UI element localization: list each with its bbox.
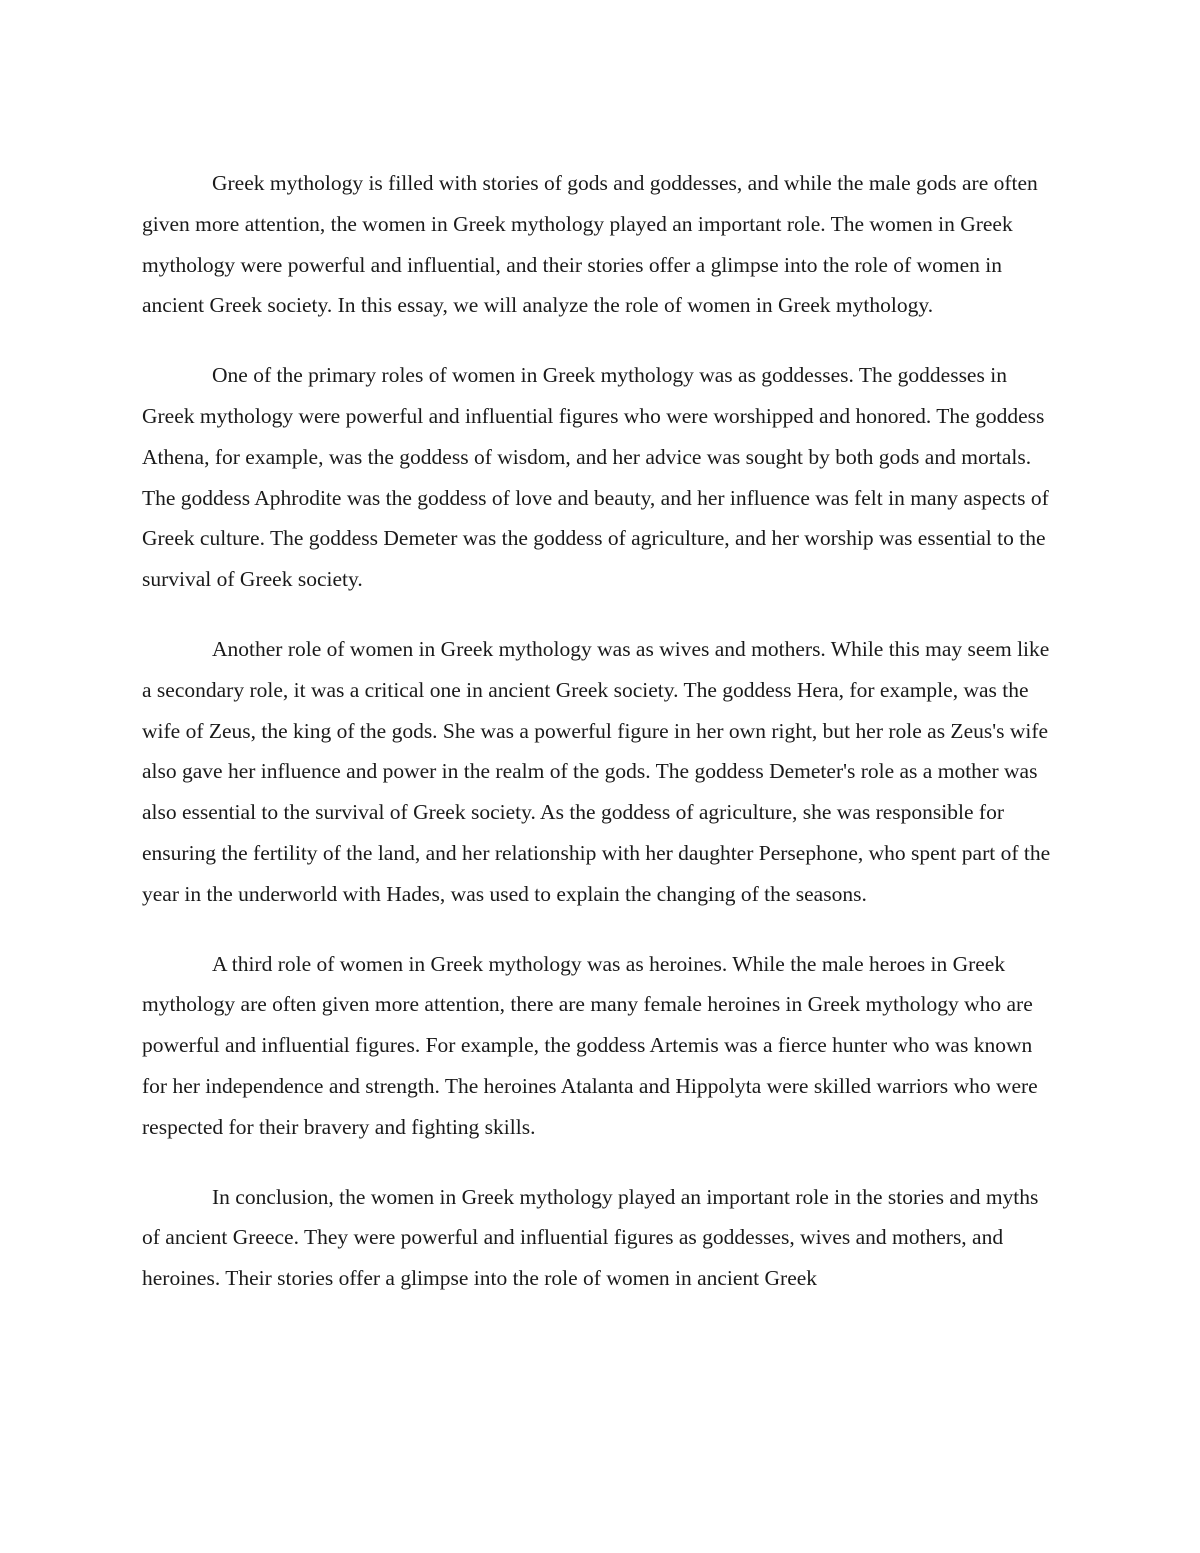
- paragraph-introduction: Greek mythology is filled with stories of gods and goddesses, and while the male gods are often given more attention, the women in Greek mythology played an important role. The women in Greek mythology were powerful and influential, and their stories offer a glimpse into the role of women in ancient Greek society. In this essay, we will analyze the role of women in Greek mythology.: [142, 171, 1038, 318]
- paragraph-conclusion: In conclusion, the women in Greek mythology played an important role in the stories and myths of ancient Greece. They were powerful and influential figures as goddesses, wives and mothers, and heroines. Their stories offer a glimpse into the role of women in ancient Greek: [142, 1184, 1039, 1291]
- paragraph-goddesses: One of the primary roles of women in Greek mythology was as goddesses. The goddesses in Greek mythology were powerful and influential figures who were worshipped and honored. The goddess Athena, for example, was the goddess of wisdom, and her advice was sought by both gods and mortals. The goddess Aphrodite was the goddess of love and beauty, and her influence was felt in many aspects of Greek culture. The goddess Demeter was the goddess of agriculture, and her worship was essential to the survival of Greek society.: [142, 363, 1049, 592]
- paragraph-wives-and-mothers: Another role of women in Greek mythology was as wives and mothers. While this may seem like a secondary role, it was a critical one in ancient Greek society. The goddess Hera, for example, was the wife of Zeus, the king of the gods. She was a powerful figure in her own right, but her role as Zeus's wife also gave her influence and power in the realm of the gods. The goddess Demeter's role as a mother was also essential to the survival of Greek society. As the goddess of agriculture, she was responsible for ensuring the fertility of the land, and her relationship with her daughter Persephone, who spent part of the year in the underworld with Hades, was used to explain the changing of the seasons.: [142, 636, 1051, 906]
- paragraph-heroines: A third role of women in Greek mythology was as heroines. While the male heroes in Greek mythology are often given more attention, there are many female heroines in Greek mythology who are powerful and influential figures. For example, the goddess Artemis was a fierce hunter who was known for her independence and strength. The heroines Atalanta and Hippolyta were skilled warriors who were respected for their bravery and fighting skills.: [142, 951, 1038, 1139]
- essay-body: [142, 163, 1060, 1299]
